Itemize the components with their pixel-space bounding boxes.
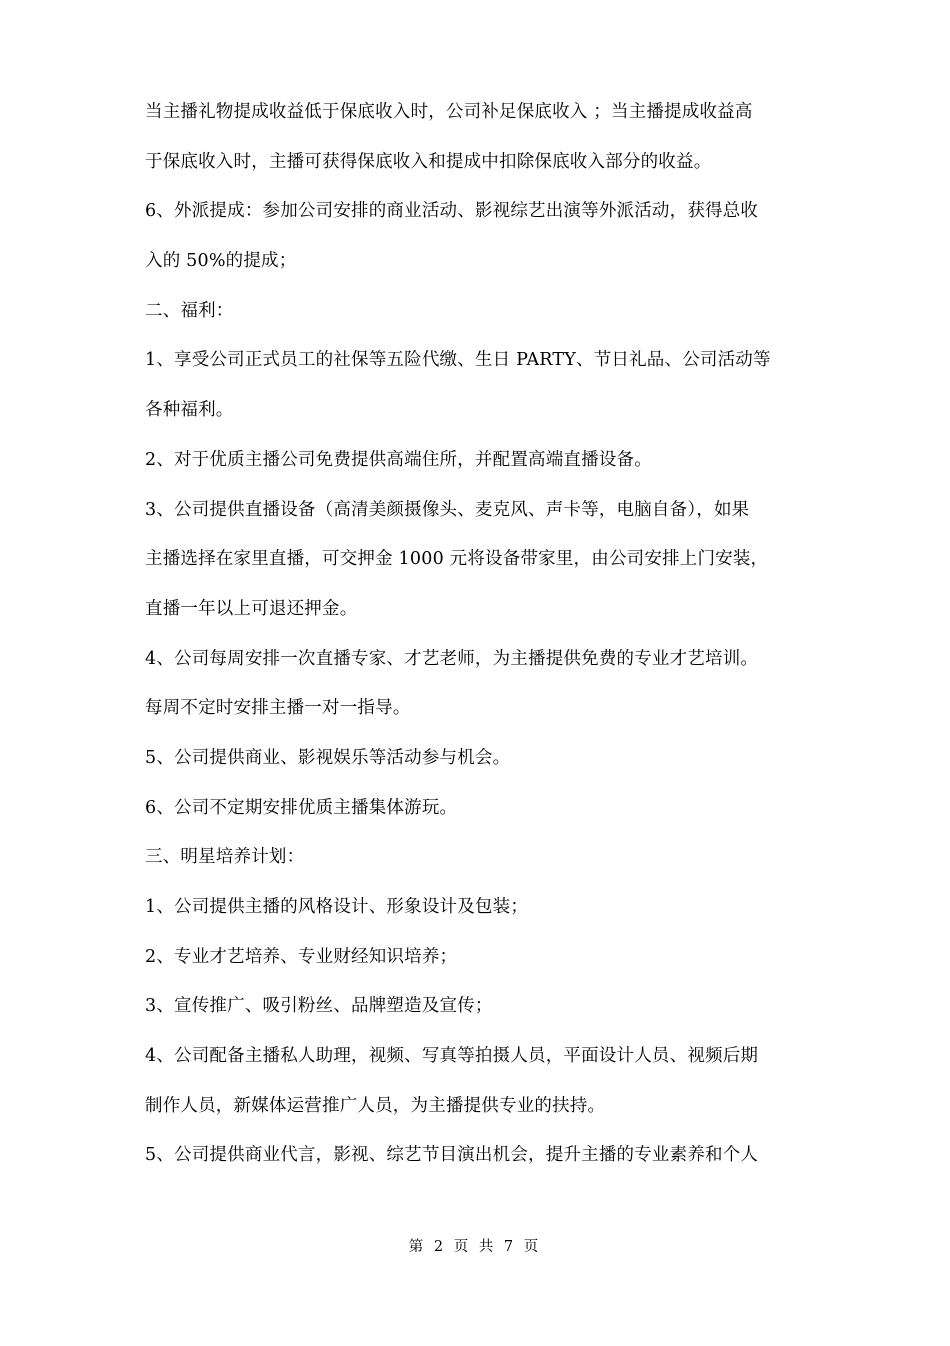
- text-line: 2、专业才艺培养、专业财经知识培养；: [145, 946, 458, 967]
- text-line: 制作人员，新媒体运营推广人员，为主播提供专业的扶持。: [145, 1095, 606, 1116]
- text-line: 4、公司配备主播私人助理，视频、写真等拍摄人员，平面设计人员、视频后期: [145, 1046, 759, 1067]
- text-line: 1、公司提供主播的风格设计、形象设计及包装；: [145, 897, 529, 917]
- text-line: 主播选择在家里直播，可交押金 1000 元将设备带家里，由公司安排上门安装，: [145, 549, 769, 570]
- text-line: 当主播礼物提成收益低于保底收入时，公司补足保底收入 ；当主播提成收益高: [145, 102, 753, 122]
- text-line: 2、对于优质主播公司免费提供高端住所，并配置高端直播设备。: [145, 449, 652, 470]
- text-line: 6、外派提成：参加公司安排的商业活动、影视综艺出演等外派活动，获得总收: [145, 201, 759, 222]
- text-line: 6、公司不定期安排优质主播集体游玩。: [145, 797, 458, 818]
- text-line: 直播一年以上可退还押金。: [145, 598, 358, 619]
- text-line: 5、公司提供商业代言，影视、综艺节目演出机会，提升主播的专业素养和个人: [145, 1145, 759, 1166]
- text-line: 于保底收入时，主播可获得保底收入和提成中扣除保底收入部分的收益。: [145, 151, 712, 172]
- text-line: 入的 50%的提成；: [145, 251, 297, 272]
- text-line: 1、享受公司正式员工的社保等五险代缴、生日 PARTY、节日礼品、公司活动等: [145, 350, 771, 371]
- page-number-footer: 第 2 页 共 7 页: [408, 1239, 542, 1255]
- text-line: 4、公司每周安排一次直播专家、才艺老师，为主播提供免费的专业才艺培训。: [145, 648, 759, 669]
- text-line: 3、宣传推广、吸引粉丝、品牌塑造及宣传；: [145, 996, 493, 1017]
- text-line: 每周不定时安排主播一对一指导。: [145, 698, 411, 719]
- text-line: 各种福利。: [145, 400, 234, 421]
- text-line: 5、公司提供商业、影视娱乐等活动参与机会。: [145, 747, 511, 768]
- section-heading: 二、福利：: [145, 300, 234, 321]
- section-heading: 三、明星培养计划：: [145, 847, 305, 868]
- document-body: [145, 94, 815, 1187]
- text-line: 3、公司提供直播设备（高清美颜摄像头、麦克风、声卡等，电脑自备），如果: [145, 499, 750, 520]
